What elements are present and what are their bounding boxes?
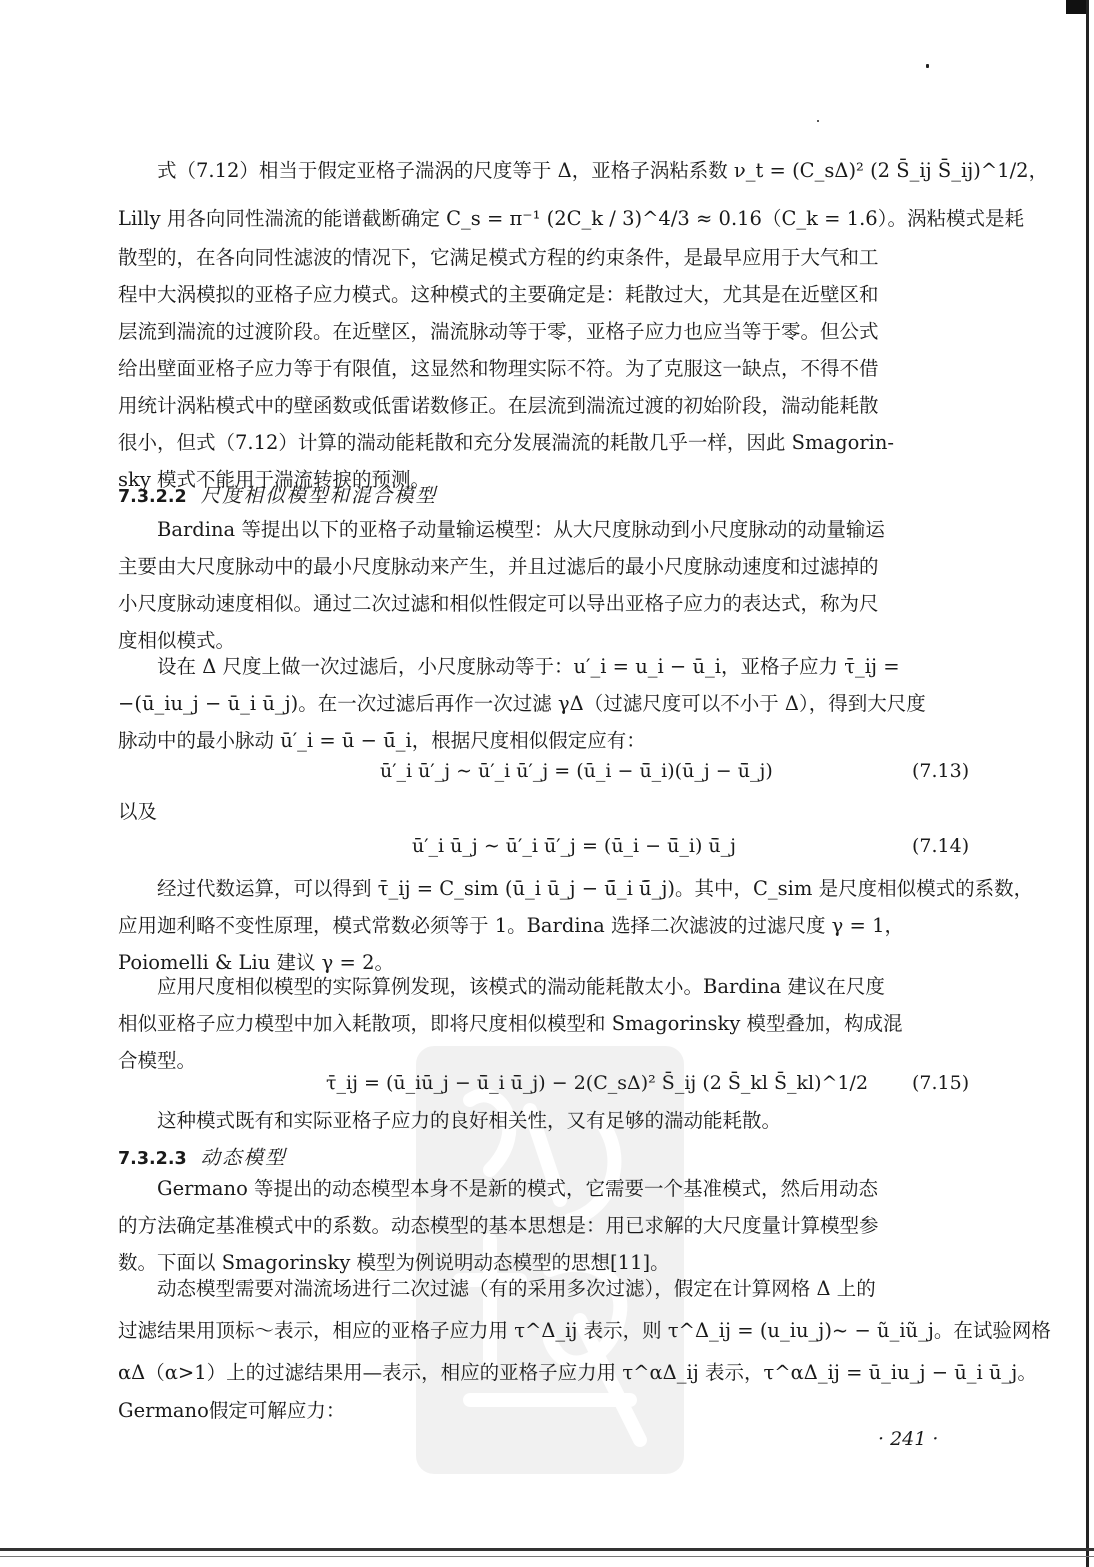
paragraph-bardina-model bbox=[118, 511, 998, 659]
scan-speck bbox=[926, 64, 929, 68]
equation-number: (7.15) bbox=[912, 1072, 970, 1094]
paragraph-mixed-model bbox=[118, 968, 998, 1079]
paragraph-double-filtering bbox=[118, 1268, 1051, 1428]
section-number: 7.3.2.3 bbox=[118, 1149, 187, 1169]
paragraph-line: 层流到湍流的过渡阶段。在近壁区，湍流脉动等于零，亚格子应力也应当等于零。但公式 bbox=[118, 320, 879, 343]
paragraph-line: 用统计涡粘模式中的壁函数或低雷诺数修正。在层流到湍流过渡的初始阶段，湍动能耗散 bbox=[118, 394, 879, 417]
paragraph-line: 合模型。 bbox=[118, 1049, 197, 1072]
paragraph-line: 应用尺度相似模型的实际算例发现，该模式的湍动能耗散太小。Bardina 建议在尺度 bbox=[157, 975, 885, 998]
paragraph-scale-similarity-coefficient bbox=[118, 870, 1034, 981]
section-title: 尺度相似模型和混合模型 bbox=[200, 484, 438, 507]
paragraph-line: 相似亚格子应力模型中加入耗散项，即将尺度相似模型和 Smagorinsky 模型叠加，构成混 bbox=[118, 1012, 903, 1035]
paragraph-line: 动态模型需要对湍流场进行二次过滤（有的采用多次过滤），假定在计算网格 Δ 上的 bbox=[157, 1277, 876, 1300]
paragraph-line: 主要由大尺度脉动中的最小尺度脉动来产生，并且过滤后的最小尺度脉动速度和过滤掉的 bbox=[118, 555, 879, 578]
connector-word: 以及 bbox=[118, 800, 158, 823]
paragraph-filtering-definition bbox=[118, 648, 998, 759]
equation-7-14 bbox=[0, 835, 1094, 871]
equation-body: ū′_i ū′_j ∼ ū′_i ū′_j = (ū_i − ū̄_i)(ū_j − ū̄_j) bbox=[380, 760, 773, 782]
section-title: 动态模型 bbox=[200, 1146, 287, 1169]
section-heading-7-3-2-2 bbox=[118, 480, 437, 508]
scan-speck bbox=[817, 120, 819, 122]
equation-body: τ̄_ij = (ū_iū_j − ū̄_i ū̄_j) − 2(C_sΔ)² S̄_ij (2 S̄_kl S̄_kl)^1/2 bbox=[326, 1072, 869, 1094]
paragraph-line: 数。下面以 Smagorinsky 模型为例说明动态模型的思想[11]。 bbox=[118, 1251, 670, 1274]
paragraph-line: Lilly 用各向同性湍流的能谱截断确定 C_s = π⁻¹ (2C_k / 3)^4/3 ≈ 0.16（C_k = 1.6）。涡粘模式是耗 bbox=[118, 207, 1024, 230]
paragraph-line: 脉动中的最小脉动 ū′_i = ū − ū̄_i，根据尺度相似假定应有： bbox=[118, 729, 646, 752]
paragraph-line: 很小，但式（7.12）计算的湍动能耗散和充分发展湍流的耗散几乎一样，因此 Smagorin- bbox=[118, 431, 895, 454]
paragraph-line: 散型的，在各向同性滤波的情况下，它满足模式方程的约束条件，是最早应用于大气和工 bbox=[118, 246, 879, 269]
page-number: · 241 · bbox=[878, 1428, 939, 1450]
equation-number: (7.14) bbox=[912, 835, 970, 857]
connector-text bbox=[118, 796, 157, 824]
paragraph-line: 经过代数运算，可以得到 τ̄_ij = C_sim (ū_i ū_j − ū̄_i ū̄_j)。其中，C_sim 是尺度相似模式的系数， bbox=[157, 877, 1034, 900]
paragraph-line: 给出壁面亚格子应力等于有限值，这显然和物理实际不符。为了克服这一缺点，不得不借 bbox=[118, 357, 879, 380]
paragraph-line: 小尺度脉动速度相似。通过二次过滤和相似性假定可以导出亚格子应力的表达式，称为尺 bbox=[118, 592, 879, 615]
paragraph-line: 这种模式既有和实际亚格子应力的良好相关性，又有足够的湍动能耗散。 bbox=[157, 1109, 782, 1132]
paragraph-line: 应用迦利略不变性原理，模式常数必须等于 1。Bardina 选择二次滤波的过滤尺度 γ = 1， bbox=[118, 914, 904, 937]
equation-number: (7.13) bbox=[912, 760, 970, 782]
paragraph-line: Germano 等提出的动态模型本身不是新的模式，它需要一个基准模式，然后用动态 bbox=[157, 1177, 879, 1200]
paragraph-line: Germano假定可解应力： bbox=[118, 1399, 346, 1422]
section-number: 7.3.2.2 bbox=[118, 487, 187, 507]
scan-corner-mark bbox=[1066, 0, 1086, 14]
paragraph-line: 设在 Δ 尺度上做一次过滤后，小尺度脉动等于：u′_i = u_i − ū_i，亚格子应力 τ̄_ij = bbox=[157, 655, 900, 678]
paragraph-line: 式（7.12）相当于假定亚格子湍涡的尺度等于 Δ，亚格子涡粘系数 ν_t = (C_sΔ)² (2 S̄_ij S̄_ij)^1/2， bbox=[157, 159, 1049, 182]
equation-7-13 bbox=[0, 760, 1094, 796]
paragraph-line: 度相似模式。 bbox=[118, 629, 236, 652]
paragraph-line: sky 模式不能用于湍流转捩的预测。 bbox=[118, 468, 431, 491]
scan-bottom-border-thin bbox=[0, 1556, 1094, 1557]
paragraph-line: −(ū_iu_j − ū_i ū_j)。在一次过滤后再作一次过滤 γΔ（过滤尺度可以不小于 Δ），得到大尺度 bbox=[118, 692, 926, 715]
paragraph-line: 的方法确定基准模式中的系数。动态模型的基本思想是：用已求解的大尺度量计算模型参 bbox=[118, 1214, 879, 1237]
paragraph-line: Bardina 等提出以下的亚格子动量输运模型：从大尺度脉动到小尺度脉动的动量输运 bbox=[157, 518, 885, 541]
paragraph-line: Poiomelli & Liu 建议 γ = 2。 bbox=[118, 951, 394, 974]
section-heading-7-3-2-3 bbox=[118, 1142, 287, 1170]
paragraph-smagorinsky-discussion bbox=[118, 152, 1049, 498]
scan-bottom-border bbox=[0, 1548, 1094, 1551]
equation-body: ū′_i ū_j ∼ ū′_i ū̄′_j = (ū_i − ū̄_i) ū̄_j bbox=[412, 835, 737, 857]
paragraph-dynamic-model bbox=[118, 1170, 998, 1281]
paragraph-mixed-model-summary bbox=[118, 1102, 998, 1139]
paragraph-line: 程中大涡模拟的亚格子应力模式。这种模式的主要确定是：耗散过大，尤其是在近壁区和 bbox=[118, 283, 879, 306]
paragraph-line: αΔ（α>1）上的过滤结果用—表示，相应的亚格子应力用 τ^αΔ_ij 表示，τ^αΔ_ij = ū_iu_j − ū_i ū_j。 bbox=[118, 1361, 1037, 1384]
paragraph-line: 过滤结果用顶标～表示，相应的亚格子应力用 τ^Δ_ij 表示，则 τ^Δ_ij = (u_iu_j)~ − ũ_iũ_j。在试验网格 bbox=[118, 1319, 1051, 1342]
